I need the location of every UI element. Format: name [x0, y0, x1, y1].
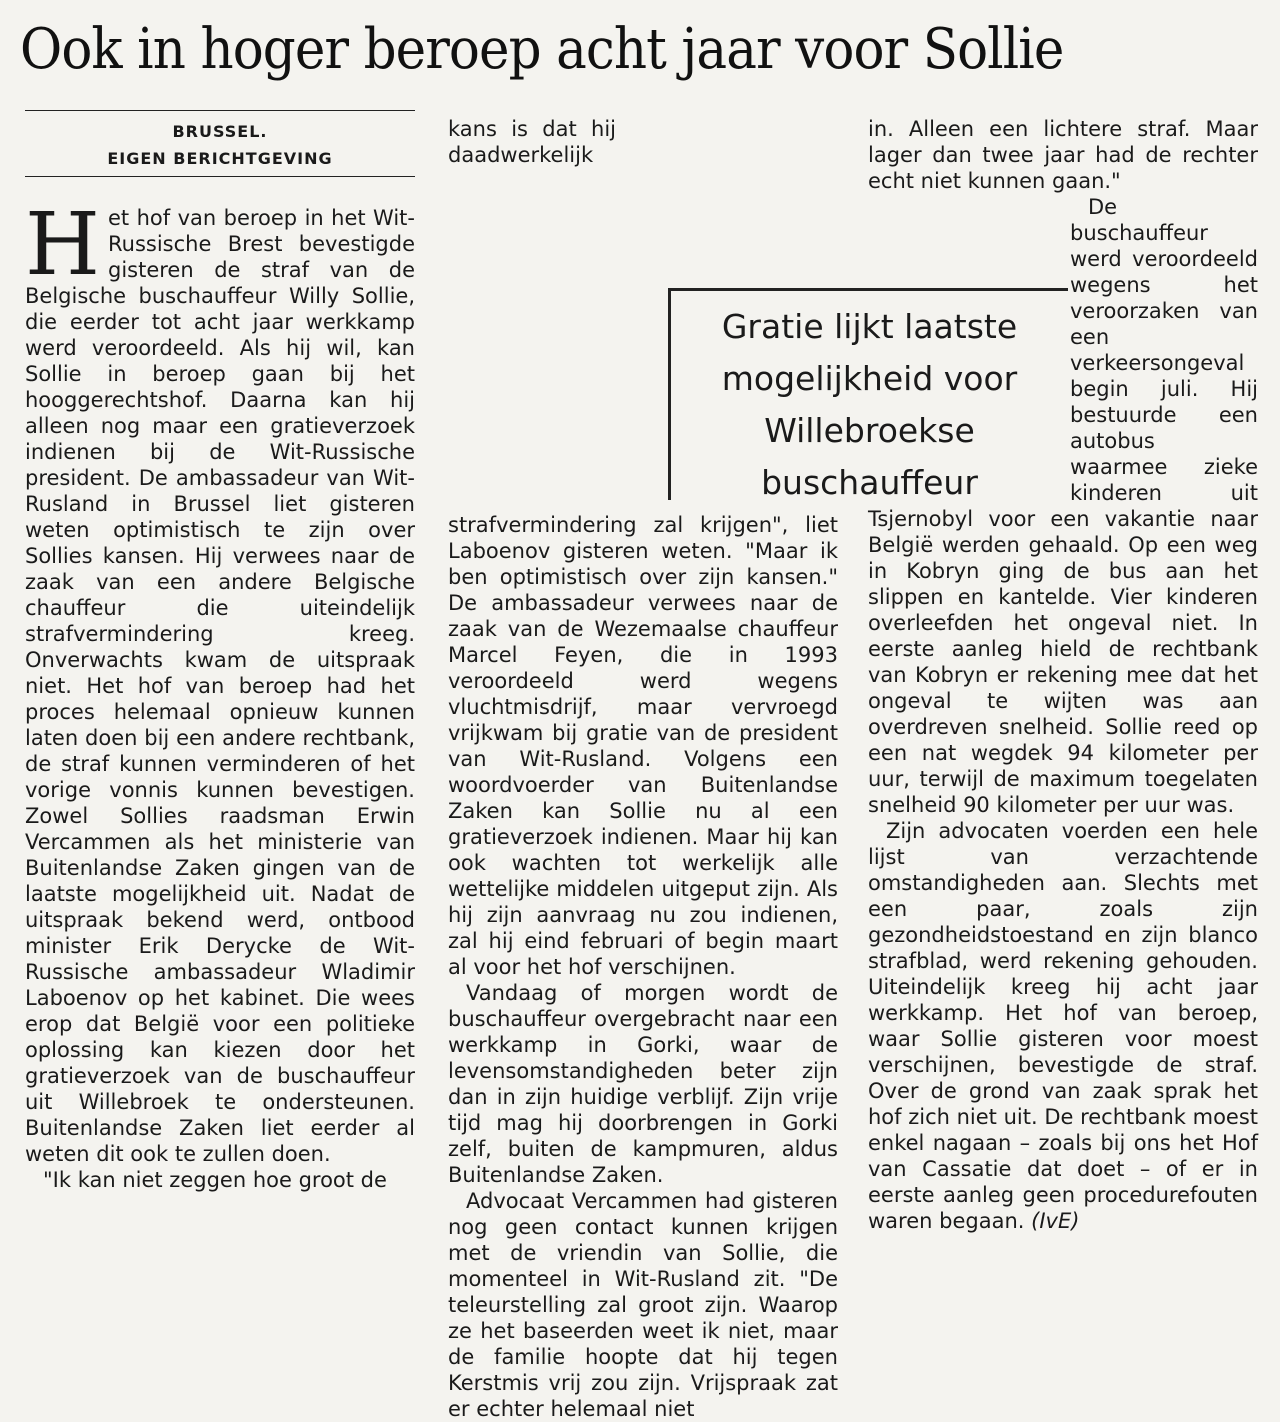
byline-rule	[25, 176, 415, 177]
pullquote: Gratie lijkt laatste mogelijkheid voor Willebroekse buschauffeur	[668, 288, 1068, 500]
paragraph	[868, 818, 1258, 1234]
paragraph	[448, 116, 838, 980]
paragraph: "Ik kan niet zeggen hoe groot de	[43, 1168, 387, 1192]
headline-rule	[25, 110, 415, 111]
drop-cap: H	[25, 195, 100, 295]
paragraph-text: De buschauffeur werd veroordeeld wegens het veroorzaken van een verkeersongeval begin juli. Hij bestuurde een autobus waarmee zieke kinderen uit Tsjernobyl voor een vakantie naar België werden gehaald. Op een weg in Kobryn ging de bus aan het slippen en kantelde. Vier kinderen overleefden het ongeval niet. In eerste aanleg hield de rechtbank van Kobryn er rekening mee dat het ongeval te wijten was aan overdreven snelheid. Sollie reed op een nat wegdek 94 kilometer per uur, terwijl de maximum toegelaten snelheid 90 kilometer per uur was.	[868, 195, 1258, 817]
dateline-block	[25, 118, 415, 172]
author-initials: (IvE)	[1031, 1209, 1080, 1233]
paragraph: Vandaag of morgen wordt de buschauffeur overgebracht naar een werkkamp in Gorki, waar de levensomstandigheden beter zijn dan in zijn huidige verblijf. Zijn vrije tijd mag hij doorbrengen in Gorki zelf, buiten de kampmuren, aldus Buitenlandse Zaken.	[448, 981, 838, 1187]
paragraph-text: et hof van beroep in het Wit-Russische Brest bevestigde gisteren de straf van de Belgische buschauffeur Willy Sollie, die eerder tot acht jaar werkkamp werd veroordeeld. Als hij wil, kan Sollie in beroep gaan bij het hooggerechtshof. Daarna kan hij alleen nog maar een gratieverzoek indienen bij de Wit-Russische president. De ambassadeur van Wit-Rusland in Brussel liet gisteren weten optimistisch te zijn over Sollies kansen. Hij verwees naar de zaak van een andere Belgische chauffeur die uiteindelijk strafvermindering kreeg. Onverwachts kwam de uitspraak niet. Het hof van beroep had het proces helemaal opnieuw kunnen laten doen bij een andere rechtbank, de straf kunnen verminderen of het vorige vonnis kunnen bevestigen. Zowel Sollies raadsman Erwin Vercammen als het ministerie van Buitenlandse Zaken gingen van de laatste mogelijkheid uit. Nadat de uitspraak bekend werd, ontbood minister Erik Derycke de Wit-Russische ambassadeur Wladimir Laboenov op het kabinet. Die wees erop dat België voor een politieke oplossing kan kiezen door het gratieverzoek van de buschauffeur uit Willebroek te ondersteunen. Buitenlandse Zaken liet eerder al weten dit ook te zullen doen.	[25, 206, 415, 1166]
paragraph	[25, 195, 415, 1167]
dateline: BRUSSEL.	[172, 122, 268, 141]
paragraph-text: Zijn advocaten voerden een hele lijst van verzachtende omstandigheden aan. Slechts met een paar, zoals zijn gezondheidstoestand en zijn blanco strafblad, werd rekening gehouden. Uiteindelijk kreeg hij acht jaar werkkamp. Het hof van beroep, waar Sollie gisteren voor moest verschijnen, bevestigde de straf. Over de grond van zaak sprak het hof zich niet uit. De rechtbank moest enkel nagaan – zoals bij ons het Hof van Cassatie dat doet – of er in eerste aanleg geen procedurefouten waren begaan.	[868, 819, 1259, 1233]
paragraph: Advocaat Vercammen had gisteren nog geen contact kunnen krijgen met de vriendin van Sollie, die momenteel in Wit-Rusland zit. "De teleurstelling zal groot zijn. Waarop ze het baseerden weet ik niet, maar de familie hoopte dat hij tegen Kerstmis vrij zou zijn. Vrijspraak zat er echter helemaal niet	[448, 1189, 838, 1421]
byline: EIGEN BERICHTGEVING	[107, 149, 333, 168]
headline: Ook in hoger beroep acht jaar voor Sollie	[20, 17, 1064, 82]
paragraph-text: kans is dat hij daadwerkelijk strafvermindering zal krijgen", liet Laboenov gisteren weten. "Maar ik ben optimistisch over zijn kansen." De ambassadeur verwees naar de zaak van de Wezemaalse chauffeur Marcel Feyen, die in 1993 veroordeeld werd wegens vluchtmisdrijf, maar vervroegd vrijkwam bij gratie van de president van Wit-Rusland. Volgens een woordvoerder van Buitenlandse Zaken kan Sollie nu al een gratieverzoek indienen. Maar hij kan ook wachten tot werkelijk alle wettelijke middelen uitgeput zijn. Als hij zijn aanvraag nu zou indienen, zal hij eind februari of begin maart al voor het hof verschijnen.	[448, 117, 838, 979]
paragraph: in. Alleen een lichtere straf. Maar lager dan twee jaar had de rechter echt niet kunnen gaan."	[868, 117, 1258, 193]
article-column-1	[25, 195, 415, 1345]
